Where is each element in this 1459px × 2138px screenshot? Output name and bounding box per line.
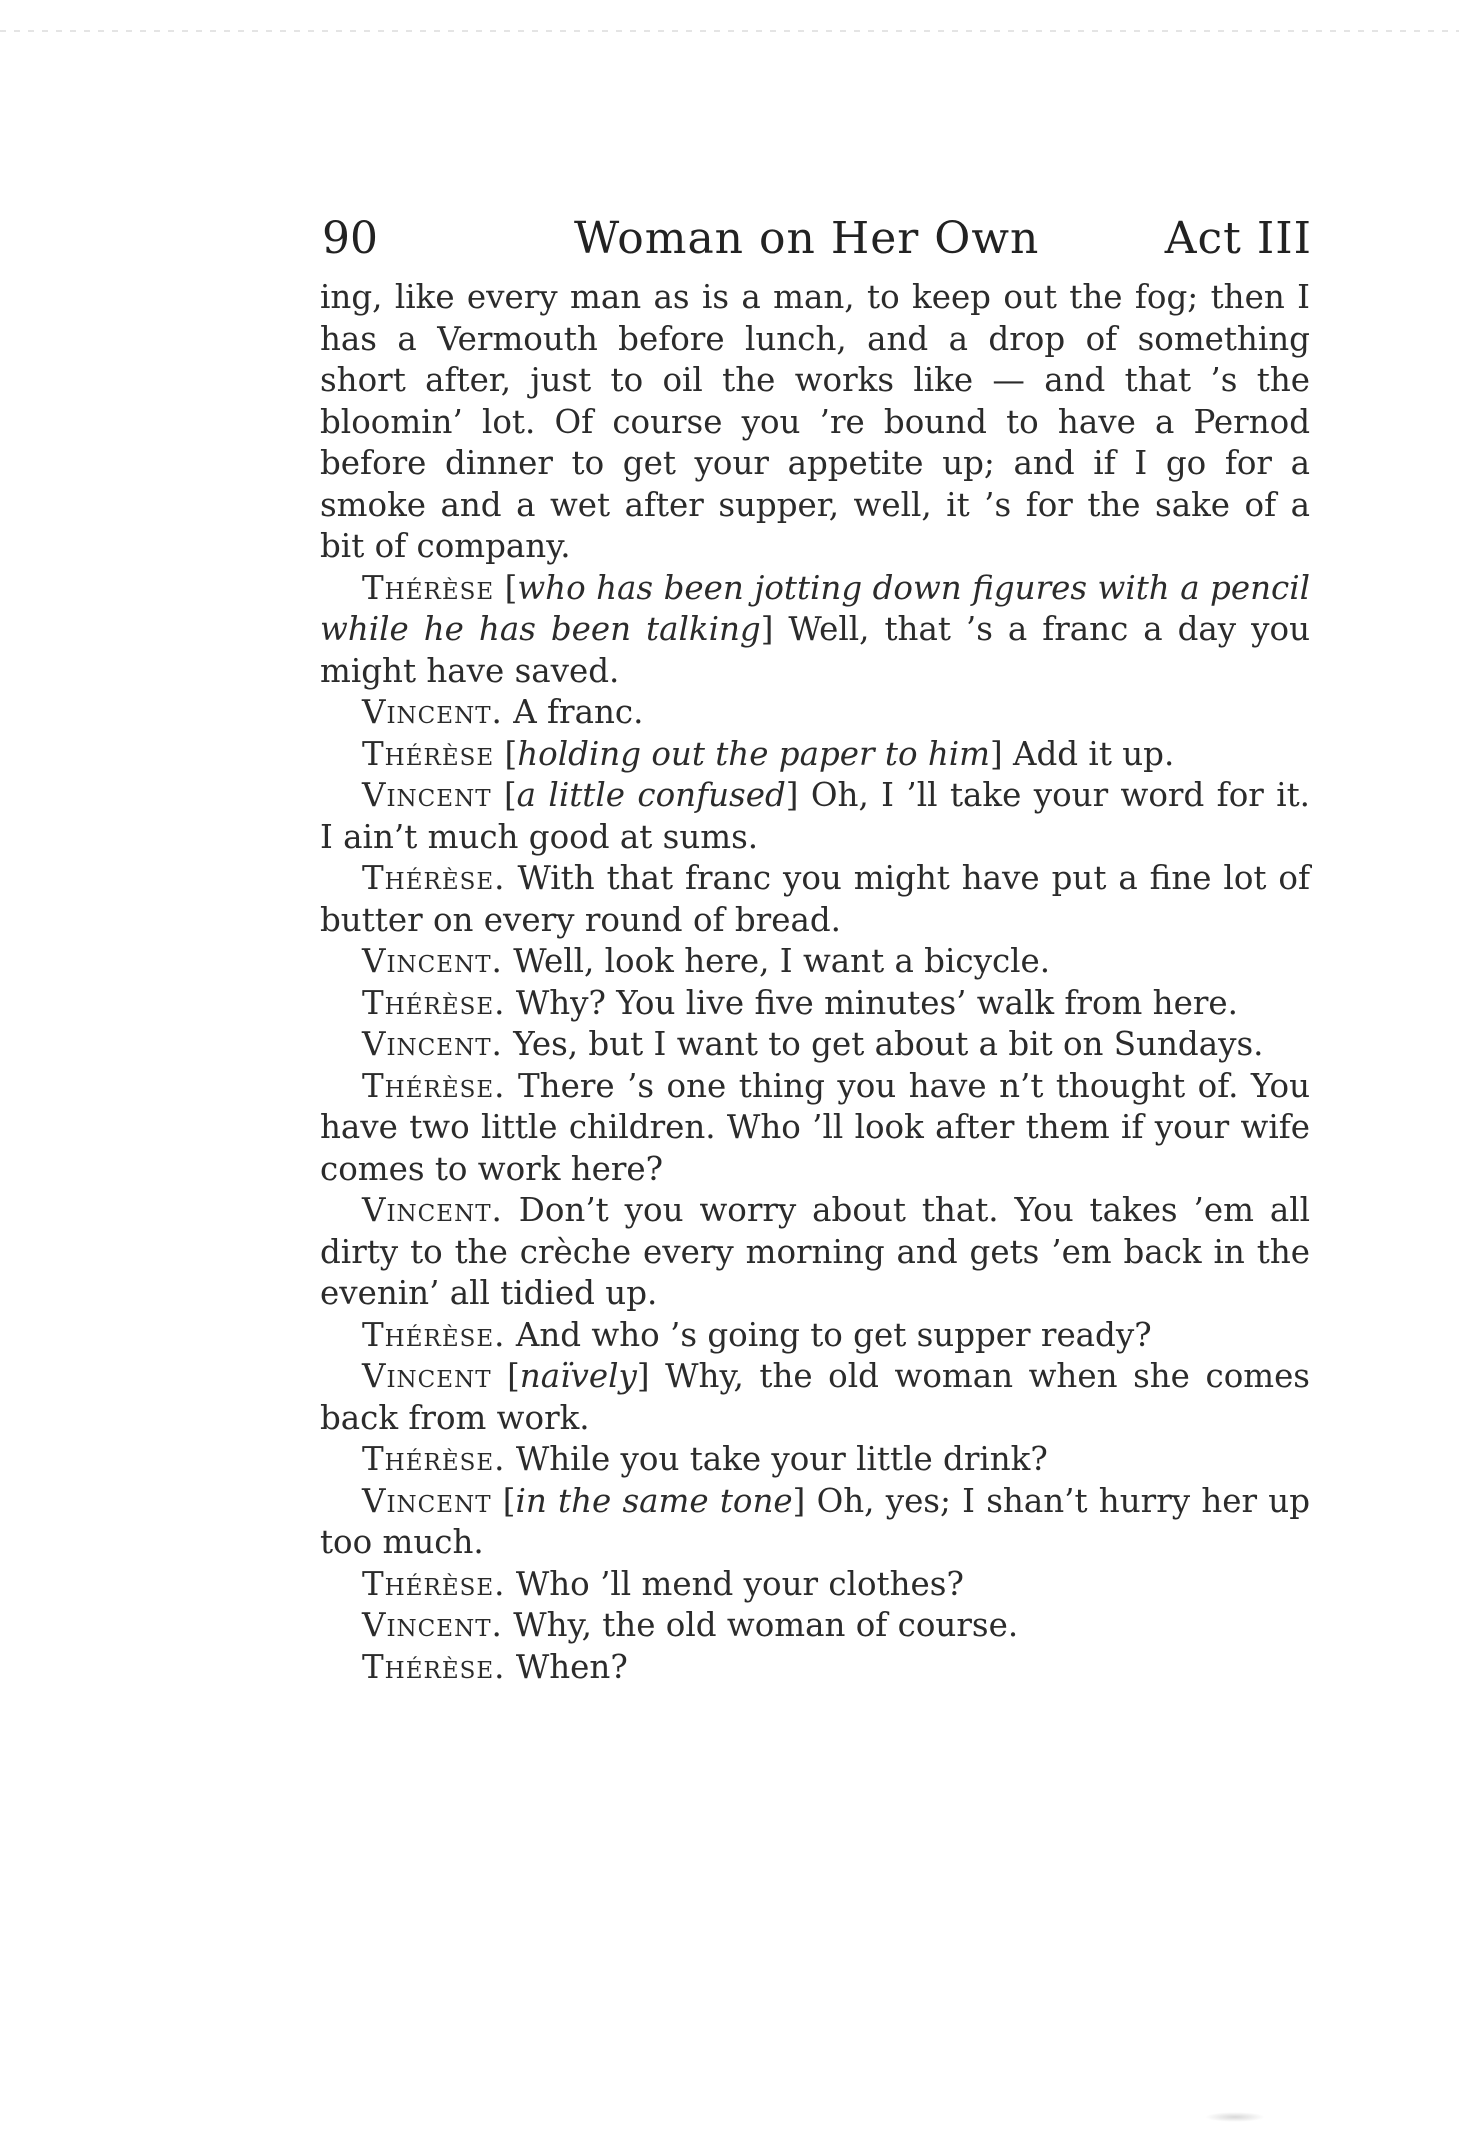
dialogue-line	[320, 692, 1310, 734]
speech-text: Don’t you worry about that. You takes ’em all dirty to the crèche every morning and gets ’em back in the evenin’ all tidied up.	[320, 1191, 1310, 1312]
speaker-name: Thérèse	[362, 734, 495, 773]
speech-text: While you take your little drink?	[505, 1440, 1048, 1478]
speech-text: Why, the old woman of course.	[502, 1606, 1019, 1644]
dialogue-line	[320, 1066, 1310, 1191]
speech-text: Why? You live five minutes’ walk from here.	[505, 983, 1238, 1022]
speaker-name: Vincent	[362, 1481, 492, 1520]
dialogue-line	[320, 1439, 1310, 1481]
dialogue-line	[320, 858, 1310, 941]
running-head	[320, 205, 1310, 271]
act-label: Act III	[1164, 213, 1312, 264]
speech-text: Yes, but I want to get about a bit on Sundays.	[502, 1025, 1264, 1063]
stage-direction: [naïvely]	[491, 1357, 650, 1395]
page-smudge	[1205, 2112, 1265, 2122]
dialogue-line	[320, 1024, 1310, 1066]
book-page	[320, 205, 1310, 1688]
dialogue-line	[320, 941, 1310, 983]
dialogue-line	[320, 775, 1310, 858]
speaker-name: Thérèse.	[362, 983, 506, 1022]
dialogue-line	[320, 1647, 1310, 1689]
speech-text: When?	[505, 1647, 628, 1686]
speaker-name: Vincent.	[362, 942, 503, 980]
speech-text: Well, look here, I want a bicycle.	[502, 942, 1051, 980]
speech-text: Who ’ll mend your clothes?	[505, 1564, 964, 1603]
speaker-name: Thérèse.	[362, 1647, 506, 1686]
stage-direction: [who has been jotting down figures with a pencil while he has been talking]	[320, 568, 1310, 648]
dialogue-line	[320, 1190, 1310, 1315]
speaker-name: Vincent	[362, 1357, 492, 1395]
scan-edge-noise	[0, 30, 1459, 32]
stage-direction: [holding out the paper to him]	[494, 734, 1003, 773]
opening-paragraph: ing, like every man as is a man, to keep out the fog; then I has a Vermouth before lunch, and a drop of something short after, just to oil the works like — and that ’s the bloomin’ lot. Of course you ’re bound to have a Pernod before dinner to get your appetite up; and if I go for a smoke and a wet after supper, well, it ’s for the sake of a bit of company.	[320, 278, 1310, 565]
dialogue	[320, 568, 1310, 1689]
dialogue-line	[320, 734, 1310, 776]
dialogue-line	[320, 1315, 1310, 1357]
speaker-name: Vincent	[362, 776, 492, 814]
speech-text: Oh, I ’ll take your word for it. I ain’t much good at sums.	[320, 776, 1311, 856]
running-title: Woman on Her Own	[574, 213, 1040, 264]
page-number: 90	[322, 213, 378, 264]
speaker-name: Thérèse	[362, 568, 495, 607]
speaker-name: Thérèse.	[362, 859, 506, 897]
speaker-name: Thérèse.	[362, 1440, 506, 1478]
speaker-name: Vincent.	[362, 693, 503, 731]
speaker-name: Thérèse.	[362, 1564, 506, 1603]
stage-direction-text: in the same tone	[515, 1481, 793, 1520]
speaker-name: Vincent.	[362, 1025, 503, 1063]
dialogue-line	[320, 1481, 1310, 1564]
stage-direction: [a little confused]	[491, 776, 799, 814]
stage-direction-text: a little confused	[516, 776, 786, 814]
stage-direction-text: who has been jotting down figures with a pencil while he has been talking	[320, 568, 1310, 648]
dialogue-line	[320, 1605, 1310, 1647]
speech-text: And who ’s going to get supper ready?	[505, 1315, 1152, 1354]
speech-text: Add it up.	[1002, 734, 1175, 773]
speech-text: There ’s one thing you have n’t thought of. You have two little children. Who ’ll look after them if your wife comes to work here?	[320, 1066, 1310, 1188]
dialogue-line	[320, 1564, 1310, 1606]
page-text	[320, 277, 1310, 1688]
speech-text: Oh, yes; I shan’t hurry her up too much.	[320, 1481, 1310, 1561]
speech-text: Why, the old woman when she comes back from work.	[320, 1357, 1310, 1437]
speaker-name: Thérèse.	[362, 1315, 506, 1354]
dialogue-line	[320, 983, 1310, 1025]
stage-direction-text: naïvely	[519, 1357, 637, 1395]
dialogue-line	[320, 568, 1310, 693]
dialogue-line	[320, 1356, 1310, 1439]
speaker-name: Vincent.	[362, 1191, 503, 1229]
stage-direction-text: holding out the paper to him	[517, 734, 990, 773]
stage-direction: [in the same tone]	[491, 1481, 806, 1520]
speech-text: Well, that ’s a franc a day you might have saved.	[320, 610, 1310, 690]
speech-text: With that franc you might have put a fine lot of butter on every round of bread.	[320, 859, 1310, 939]
speaker-name: Vincent.	[362, 1606, 503, 1644]
speaker-name: Thérèse.	[362, 1066, 506, 1105]
speech-text: A franc.	[502, 693, 644, 731]
